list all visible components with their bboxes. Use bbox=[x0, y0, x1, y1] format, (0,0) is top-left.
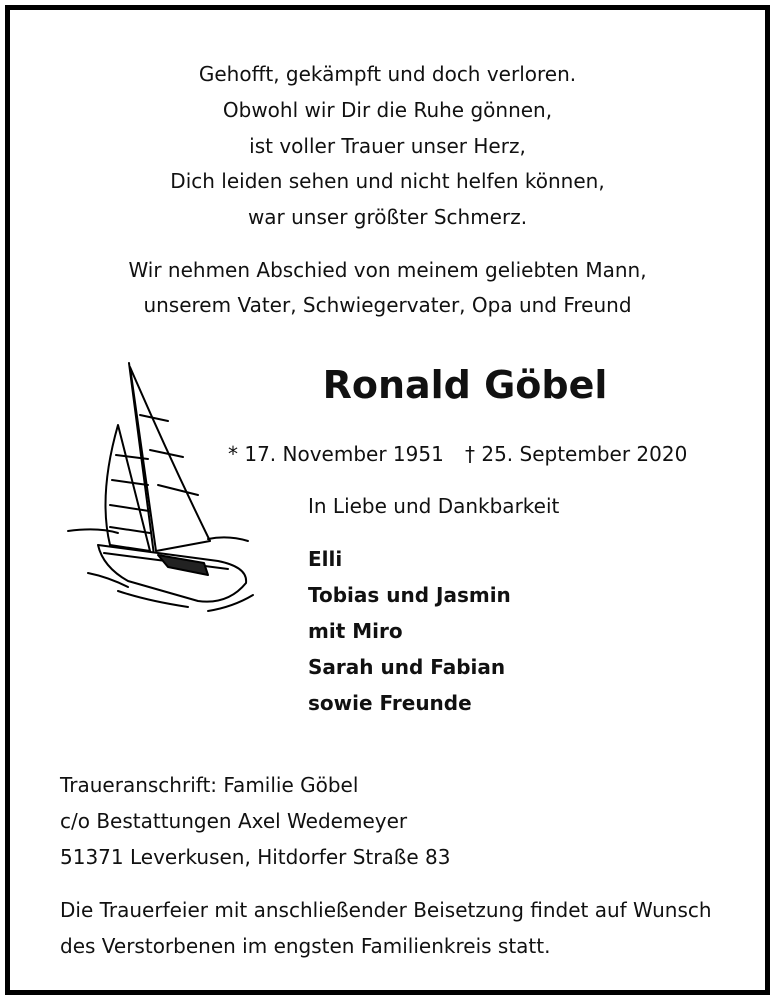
mourner-4: Sarah und Fabian bbox=[308, 655, 506, 679]
address-line-1: Traueranschrift: Familie Göbel bbox=[60, 773, 359, 797]
mourner-2: Tobias und Jasmin bbox=[308, 583, 511, 607]
mourner-1: Elli bbox=[308, 547, 343, 571]
poem-line-1: Gehofft, gekämpft und doch verloren. bbox=[198, 62, 577, 86]
gratitude-line: In Liebe und Dankbarkeit bbox=[308, 494, 560, 518]
mourner-3: mit Miro bbox=[308, 619, 403, 643]
poem-line-2: Obwohl wir Dir die Ruhe gönnen, bbox=[222, 98, 553, 122]
intro-line-2: unserem Vater, Schwiegervater, Opa und Freund bbox=[143, 293, 632, 317]
mourner-5: sowie Freunde bbox=[308, 691, 472, 715]
poem-line-5: war unser größter Schmerz. bbox=[247, 205, 528, 229]
address-line-3: 51371 Leverkusen, Hitdorfer Straße 83 bbox=[60, 845, 451, 869]
funeral-note-line-2: des Verstorbenen im engsten Familienkreis statt. bbox=[60, 934, 551, 958]
funeral-note-line-1: Die Trauerfeier mit anschließender Beisetzung findet auf Wunsch bbox=[60, 898, 712, 922]
poem-line-3: ist voller Trauer unser Herz, bbox=[249, 134, 526, 158]
intro-line-1: Wir nehmen Abschied von meinem geliebten Mann, bbox=[128, 258, 647, 282]
deceased-name: Ronald Göbel bbox=[322, 363, 608, 407]
poem-line-4: Dich leiden sehen und nicht helfen können, bbox=[170, 169, 605, 193]
birth-date: * 17. November 1951 bbox=[228, 442, 444, 466]
address-line-2: c/o Bestattungen Axel Wedemeyer bbox=[60, 809, 408, 833]
sailboat-icon bbox=[58, 355, 258, 615]
death-date: † 25. September 2020 bbox=[465, 442, 688, 466]
obituary-notice bbox=[5, 5, 770, 995]
